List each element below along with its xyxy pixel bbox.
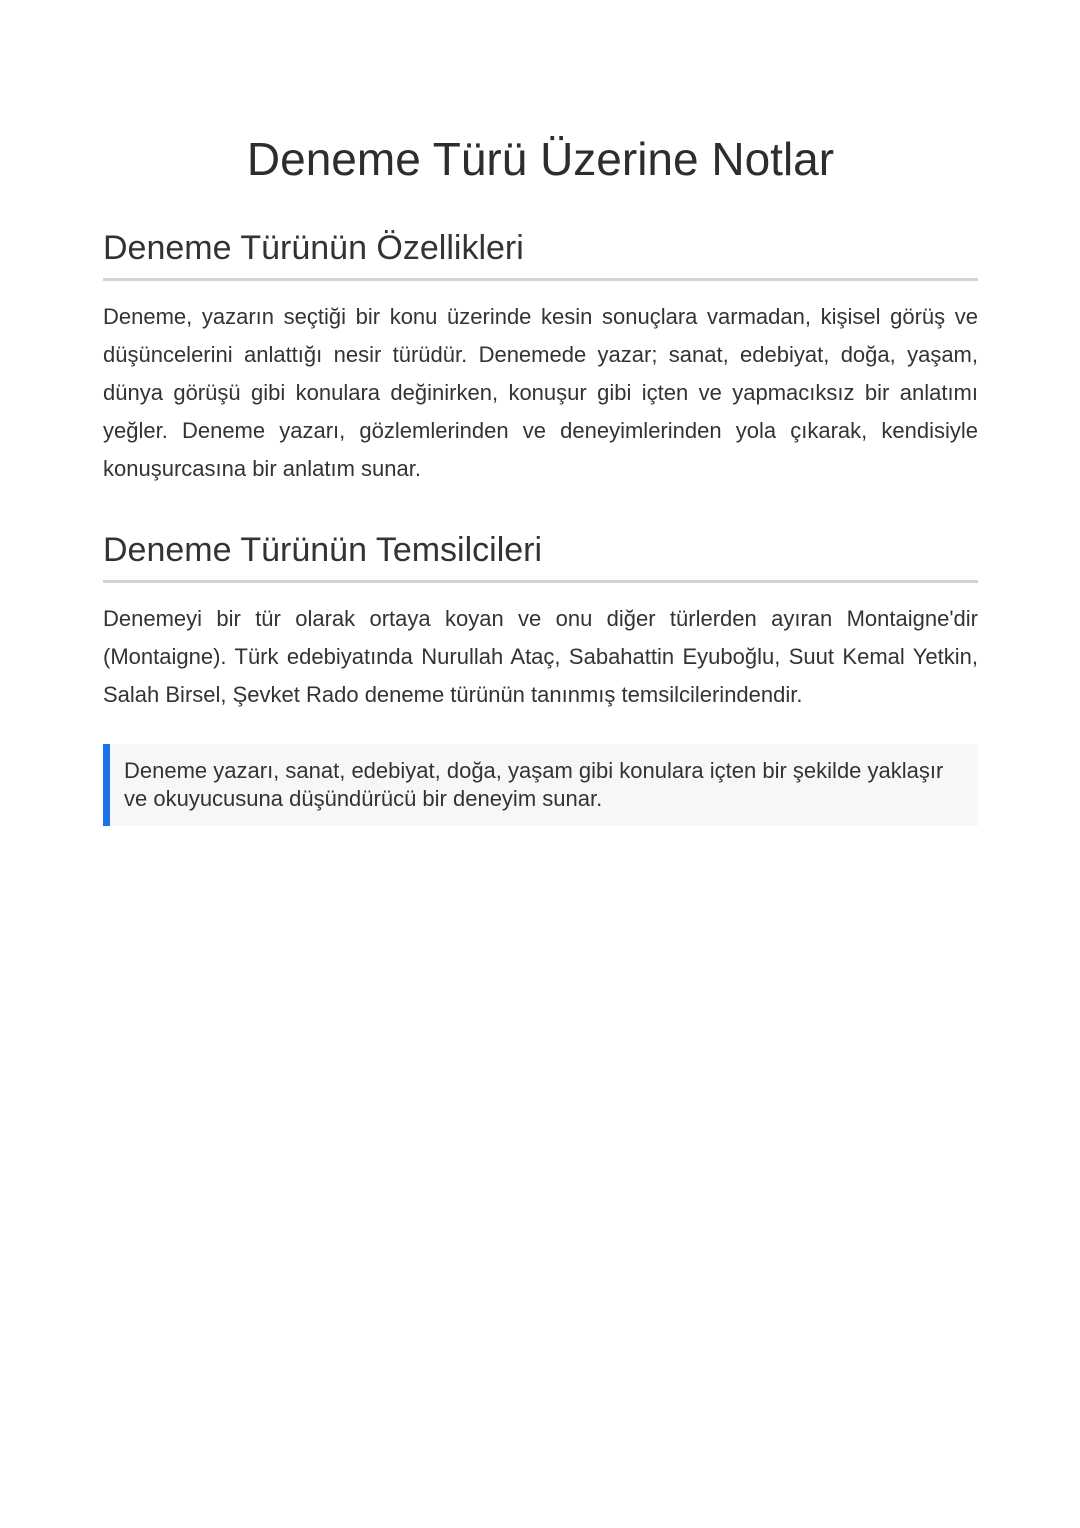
section-paragraph-representatives: Denemeyi bir tür olarak ortaya koyan ve onu diğer türlerden ayıran Montaigne'dir (Montaigne). Türk edebiyatında Nurullah Ataç, Sabahattin Eyuboğlu, Suut Kemal Yetkin, Salah Birsel, Şevket Rado deneme türünün tanınmış temsilcilerindendir. xyxy=(103,606,978,707)
document-title: Deneme Türü Üzerine Notlar xyxy=(246,133,835,185)
section-heading-features: Deneme Türünün Özellikleri xyxy=(103,226,978,281)
section-paragraph-features: Deneme, yazarın seçtiği bir konu üzerinde kesin sonuçlara varmadan, kişisel görüş ve düşüncelerini anlattığı nesir türüdür. Denemede yazar; sanat, edebiyat, doğa, yaşam, dünya görüşü gibi konulara değinirken, konuşur gibi içten ve yapmacıksız bir anlatımı yeğler. Deneme yazarı, gözlemlerinden ve deneyimlerinden yola çıkarak, kendisiyle konuşurcasına bir anlatım sunar. xyxy=(103,304,978,481)
callout-box xyxy=(103,744,978,826)
section-heading-representatives: Deneme Türünün Temsilcileri xyxy=(103,528,978,583)
callout-text: Deneme yazarı, sanat, edebiyat, doğa, yaşam gibi konulara içten bir şekilde yaklaşır ve okuyucusuna düşündürücü bir deneyim sunar. xyxy=(124,758,944,811)
